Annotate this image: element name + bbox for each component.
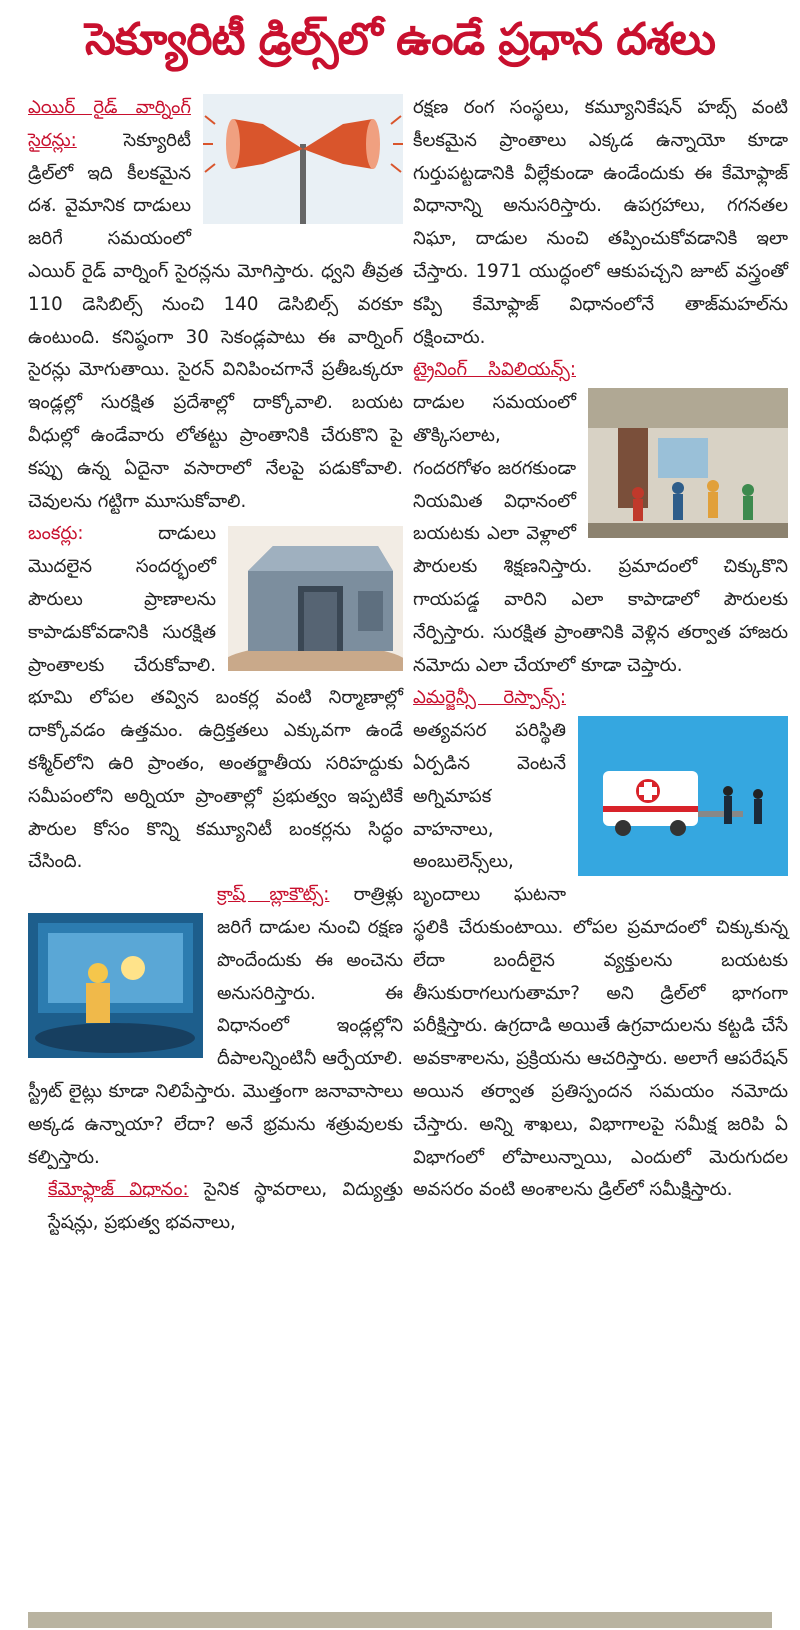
left-column — [28, 92, 403, 1240]
emergency-body: అత్యవసర పరిస్థితి ఏర్పడిన వెంటనే అగ్నిమాపక వాహనాలు, అంబులెన్స్‌లు, బృందాలు ఘటనా స్థలికి చేరుకుంటాయి. లోపల ప్రమాదంలో చిక్కుకున్న లేదా బందీలైన వ్యక్తులను బయటకు తీసుకురాగలుగుతామా? అని డ్రిల్‌లో భాగంగా పరీక్షిస్తారు. ఉగ్రదాడి అయితే ఉగ్రవాదులను కట్టడి చేసే అవకాశాలను, ప్రక్రియను ఆచరిస్తారు. అలాగే ఆపరేషన్ అయిన తర్వాత ప్రతిస్పందన సమయం నమోదు చేస్తారు. అన్ని శాఖలు, విభాగాలపై సమీక్ష జరిపి ఏ విభాగంలో లోపాలున్నాయి, ఎందులో మెరుగుదల అవసరం వంటి అంశాలను డ్రిల్‌లో సమీక్షిస్తారు. — [413, 720, 788, 1201]
emergency-heading: ఎమర్జెన్సీ రెస్పాన్స్: — [413, 687, 566, 709]
air-raid-body: సెక్యూరిటీ డ్రిల్‌లో ఇది కీలకమైన దశ. వైమానిక దాడులు జరిగే సమయంలో ఎయిర్ రైడ్ వార్నింగ్ సైరన్లను మోగిస్తారు. ధ్వని తీవ్రత 110 డెసిబిల్స్ నుంచి 140 డెసిబిల్స్ వరకూ ఉంటుంది. కనిష్ఠంగా 30 సెకండ్లపాటు ఈ వార్నింగ్ సైరన్లు మోగుతాయి. సైరన్ వినిపించగానే ప్రతీఒక్కరూ ఇండ్లల్లో సురక్షిత ప్రదేశాల్లో దాక్కోవాలి. బయట వీధుల్లో ఉండేవారు లోతట్టు ప్రాంతానికి చేరుకొని పై కప్పు ఉన్న ఏదైనా వసారాలో నేలపై పడుకోవాలి. చెవులను గట్టిగా మూసుకోవాలి. — [28, 129, 403, 512]
air-raid-heading: ఎయిర్ రైడ్ వార్నింగ్ సైరన్లు: — [28, 97, 191, 151]
bunkers-heading: బంకర్లు: — [28, 523, 84, 545]
training-figure — [588, 388, 788, 538]
bunker-illustration — [228, 526, 403, 671]
ambulance-figure — [578, 716, 788, 876]
blackout-body: రాత్రిళ్లు జరిగే దాడుల నుంచి రక్షణ పొందేందుకు ఈ అంచెను అనుసరిస్తారు. ఈ విధానంలో ఇండ్లల్లోని దీపాలన్నింటినీ ఆర్పేయాలి. స్ట్రీట్ లైట్లు కూడా నిలిపేస్తారు. మొత్తంగా జనావాసాలు అక్కడ ఉన్నాయా? లేదా? అనే భ్రమను శత్రువులకు కల్పిస్తారు. — [28, 884, 403, 1168]
siren-figure — [203, 94, 403, 224]
right-column — [413, 92, 788, 1207]
camouflage-body-left: సైనిక స్థావరాలు, విద్యుత్తు స్టేషన్లు, ప్రభుత్వ భవనాలు, — [48, 1179, 403, 1234]
camouflage-continued: రక్షణ రంగ సంస్థలు, కమ్యూనికేషన్ హబ్స్ వంటి కీలకమైన ప్రాంతాలు ఎక్కడ ఉన్నాయో కూడా గుర్తుపట్టడానికి వీల్లేకుండా ఉండేందుకు ఈ కేమోఫ్లాజ్ విధానాన్ని అనుసరిస్తారు. ఉపగ్రహాలు, గగనతల నిఘా, దాడుల నుంచి తప్పించుకోవడానికి ఇలా చేస్తారు. 1971 యుద్ధంలో ఆకుపచ్చని జూట్ వస్త్రంతో కప్పి కేమోఫ్లాజ్ విధానంలోనే తాజ్‌మహల్‌ను రక్షించారు. — [413, 97, 788, 348]
blackout-heading: క్రాష్ బ్లాకౌట్స్: — [217, 884, 330, 906]
footer-bar — [28, 1612, 772, 1628]
bunker-figure — [228, 526, 403, 671]
camouflage-paragraph — [28, 1174, 403, 1240]
bunkers-body: దాడులు మొదలైన సందర్భంలో పౌరులు ప్రాణాలను కాపాడుకోవడానికి సురక్షిత ప్రాంతాలకు చేరుకోవాలి. భూమి లోపల తవ్విన బంకర్ల వంటి నిర్మాణాల్లో దాక్కోవడం ఉత్తమం. ఉద్రిక్తతలు ఎక్కువగా ఉండే కశ్మీర్‌లోని ఉరి ప్రాంతం, అంతర్జాతీయ సరిహద్దుకు సమీపంలోని అర్నియా ప్రాంతాల్లో ప్రభుత్వం ఇప్పటికే పౌరుల కోసం కొన్ని కమ్యూనిటీ బంకర్లను సిద్ధం చేసింది. — [28, 523, 403, 873]
ambulance-illustration — [578, 716, 788, 876]
training-heading: ట్రైనింగ్ సివిలియన్స్: — [413, 359, 576, 381]
blackout-illustration — [28, 913, 203, 1058]
training-body: దాడుల సమయంలో తొక్కిసలాట, గందరగోళం జరగకుండా నియమిత విధానంలో బయటకు ఎలా వెళ్లాలో పౌరులకు శిక్షణనిస్తారు. ప్రమాదంలో చిక్కుకొని గాయపడ్డ వారిని ఎలా కాపాడాలో పౌరులకు నేర్పిస్తారు. సురక్షిత ప్రాంతానికి వెళ్లిన తర్వాత హాజరు నమోదు ఎలా చేయాలో కూడా చెప్తారు. — [413, 392, 788, 676]
training-illustration — [588, 388, 788, 538]
camouflage-heading: కేమోఫ్లాజ్ విధానం: — [48, 1179, 189, 1201]
blackout-figure — [28, 913, 203, 1058]
siren-illustration — [203, 94, 403, 224]
page-title: సెక్యూరిటీ డ్రిల్స్‌లో ఉండే ప్రధాన దశలు — [85, 14, 715, 65]
